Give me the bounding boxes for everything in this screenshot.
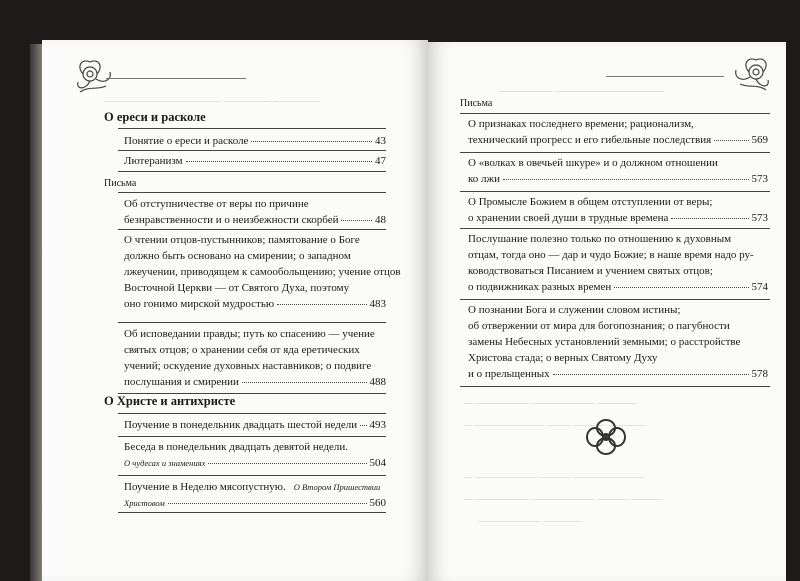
header-rule [106,78,246,79]
show-through-text: ─ ─────── ──────── ───── [464,398,636,410]
leader-dots [251,140,372,142]
left-page [42,40,428,581]
show-through-text: ─ ───────── ─── ──── ───── [464,420,647,432]
letters-label: Письма [104,178,137,189]
toc-entry[interactable]: Послушание полезно только по отношению к духовным отцам, тогда оно — дар и чудо Божие; в наше время надо ру- ководствоваться Писанием и учением святых отцов; о подвижниках разных времен 574 [468,233,768,293]
page-number: 578 [751,368,768,380]
toc-entry[interactable]: Лютеранизм 47 [124,155,386,167]
page-number: 493 [369,419,386,431]
toc-entry[interactable]: Беседа в понедельник двадцать девятой недели. О чудесах и знамениях 504 [124,441,386,469]
leader-dots [186,160,372,162]
toc-entry[interactable]: Об исповедании правды; путь ко спасению — учение святых отцов; о хранении себя от яда еретических учений; оскудение духовных наставников; о подвиге послушания и смирении 488 [124,328,386,388]
show-through-text: ─ ──────── ──── ───────── [464,472,644,484]
header-rule [606,76,724,77]
letters-label: Письма [460,98,493,109]
leader-dots [360,424,366,426]
right-page [428,42,786,581]
floral-ornament-icon [728,54,774,96]
section-title-christ-antichrist: О Христе и антихристе [104,394,236,408]
toc-entry[interactable]: О Промысле Божием в общем отступлении от веры; о хранении своей души в трудные времена 573 [468,196,768,224]
page-number: 43 [375,135,386,147]
toc-entry[interactable]: О познании Бога и служении словом истины; об отвержении от мира для богопознания; о пагубности замены Небесных установлений земными; о расстройстве Христова стада; о верных Святому Духу и о прельщенных 578 [468,304,768,380]
leader-dots [208,462,366,464]
page-number: 48 [375,214,386,226]
leader-dots [277,303,366,305]
entry-subtitle: О Втором Пришествии [293,482,381,492]
leader-dots [714,139,748,141]
leader-dots [341,219,372,221]
leader-dots [168,502,367,504]
toc-entry[interactable]: Об отступничестве от веры по причине безнравственности и о неизбежности скорбей 48 [124,198,386,226]
page-number: 504 [369,457,386,469]
floral-ornament-icon [72,56,118,98]
toc-entry[interactable]: Поучение в Неделю мясопустную. О Втором Пришествии Христовом 560 [124,481,386,509]
toc-entry[interactable]: Понятие о ереси и расколе 43 [124,135,386,147]
toc-entry[interactable]: О чтении отцов-пустынников; памятование о Боге должно быть основано на смирении; о западном лжеучении, приводящем к самообольщению; учение отцов Восточной Церкви — от Святого Духа, поэтому оно гонимо мирской мудростью 483 [124,234,401,310]
page-number: 560 [369,497,386,509]
leader-dots [242,381,367,383]
toc-entry[interactable]: О признаках последнего времени; рационализм, технический прогресс и его гибельные последствия 569 [468,118,768,146]
toc-entry[interactable]: О «волках в овечьей шкуре» и о должном отношении ко лжи 573 [468,157,768,185]
page-number: 488 [369,376,386,388]
page-number: 573 [751,212,768,224]
leader-dots [553,373,749,375]
show-through-text: ─ ─────── ──────── ──── ──── [464,494,663,506]
page-number: 47 [375,155,386,167]
page-number: 574 [751,281,768,293]
section-title-heresy: О ереси и расколе [104,110,206,124]
leader-dots [503,178,748,180]
show-through-text: ─────── ────────────── [498,86,665,98]
leader-dots [614,286,748,288]
page-number: 483 [369,298,386,310]
leader-dots [671,217,748,219]
show-through-text: ──────── ───── [478,516,583,528]
page-number: 573 [751,173,768,185]
toc-entry[interactable]: Поучение в понедельник двадцать шестой недели 493 [124,419,386,431]
show-through-text: ─────────────── ────── ────── [104,96,320,108]
page-number: 569 [751,134,768,146]
